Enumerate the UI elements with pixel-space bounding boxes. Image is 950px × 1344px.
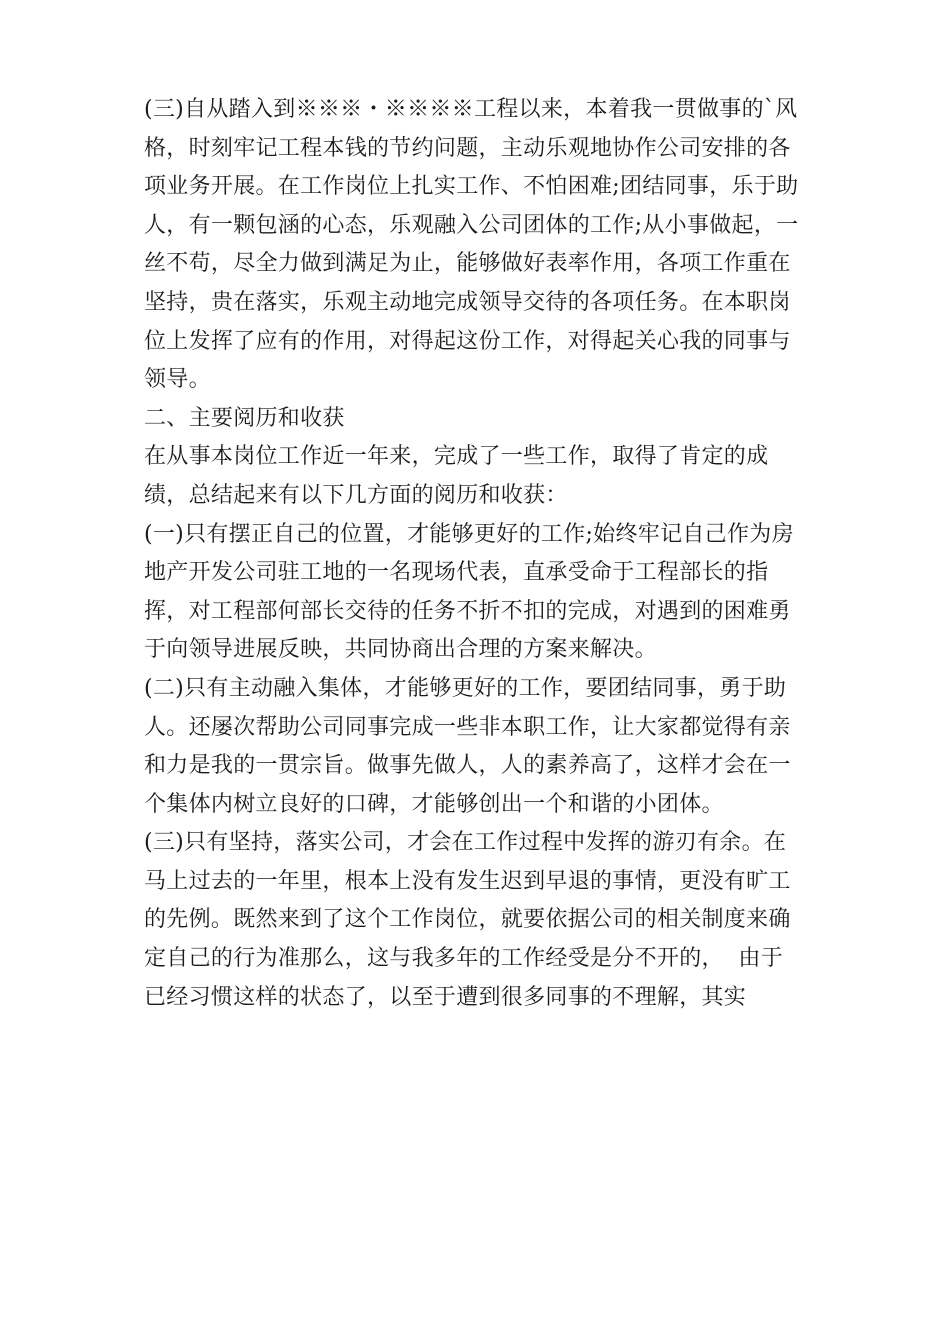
section-heading: 二、主要阅历和收获	[144, 405, 345, 431]
text-line: 坚持，贵在落实，乐观主动地完成领导交待的各项任务。在本职岗	[144, 289, 791, 315]
text-line: (三)自从踏入到※※※・※※※※工程以来，本着我一贯做事的`风	[144, 97, 798, 122]
text-line: 项业务开展。在工作岗位上扎实工作、不怕困难;团结同事，乐于助	[144, 174, 799, 200]
text-line: 挥，对工程部何部长交待的任务不折不扣的完成，对遇到的困难勇	[144, 598, 791, 624]
text-line: 定自己的行为准那么，这与我多年的工作经受是分不开的， 由于	[144, 946, 783, 972]
text-line: (三)只有坚持，落实公司，才会在工作过程中发挥的游刃有余。在	[144, 830, 787, 856]
text-line: 的先例。既然来到了这个工作岗位，就要依据公司的相关制度来确	[144, 907, 791, 933]
text-line: 格，时刻牢记工程本钱的节约问题，主动乐观地协作公司安排的各	[144, 135, 791, 161]
text-line: 人。还屡次帮助公司同事完成一些非本职工作，让大家都觉得有亲	[144, 714, 791, 740]
document-body	[144, 91, 824, 1017]
text-line: 人，有一颗包涵的心态，乐观融入公司团体的工作;从小事做起，一	[144, 212, 799, 238]
text-line: 于向领导进展反映，共同协商出合理的方案来解决。	[144, 637, 657, 663]
text-line: 位上发挥了应有的作用，对得起这份工作，对得起关心我的同事与	[144, 328, 791, 354]
text-line: (二)只有主动融入集体，才能够更好的工作，要团结同事，勇于助	[144, 675, 787, 701]
text-line: 绩，总结起来有以下几方面的阅历和收获：	[144, 482, 568, 508]
text-line: 领导。	[144, 367, 211, 393]
text-line: 地产开发公司驻工地的一名现场代表，直承受命于工程部长的指	[144, 560, 769, 586]
text-line: 丝不苟，尽全力做到满足为止，能够做好表率作用，各项工作重在	[144, 251, 791, 277]
text-line: 已经习惯这样的状态了，以至于遭到很多同事的不理解，其实	[144, 984, 747, 1010]
text-line: 马上过去的一年里，根本上没有发生迟到早退的事情，更没有旷工	[144, 868, 791, 894]
text-line: 在从事本岗位工作近一年来，完成了一些工作，取得了肯定的成	[144, 444, 769, 470]
text-line: 个集体内树立良好的口碑，才能够创出一个和谐的小团体。	[144, 791, 724, 817]
text-line: (一)只有摆正自己的位置，才能够更好的工作;始终牢记自己作为房	[144, 521, 794, 547]
text-line: 和力是我的一贯宗旨。做事先做人，人的素养高了，这样才会在一	[144, 753, 791, 779]
